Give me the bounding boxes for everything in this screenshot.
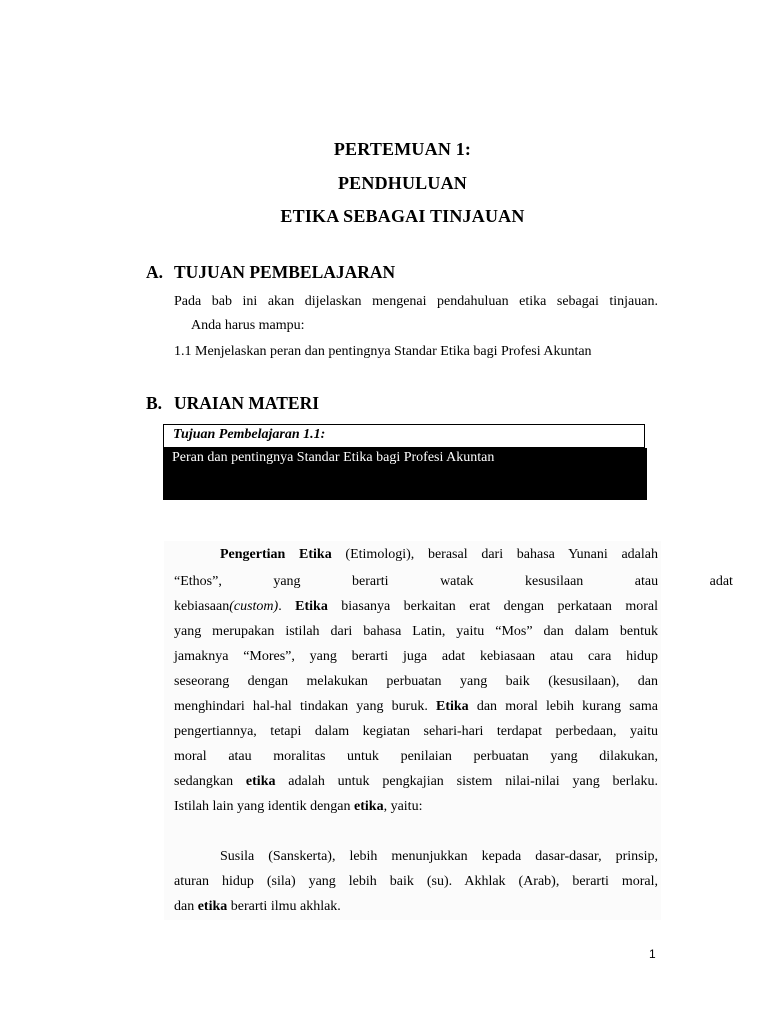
para1-etika-bold-2: Etika <box>436 699 469 714</box>
para1-line7-rest: dan moral lebih kurang sama <box>468 699 658 714</box>
para2-line3-rest: berarti ilmu akhlak. <box>227 899 341 914</box>
term-pengertian-etika: Pengertian Etika <box>220 547 332 562</box>
para1-line7-pre: menghindari hal-hal tindakan yang buruk. <box>174 699 436 714</box>
section-a-must: Anda harus mampu: <box>191 318 305 333</box>
para2-line3 <box>174 897 341 917</box>
para2-etika-bold: etika <box>197 899 228 914</box>
para1-etika-bold-1: Etika <box>295 599 328 614</box>
para2-line1: Susila (Sanskerta), lebih menunjukkan kepada dasar-dasar, prinsip, <box>220 849 658 864</box>
para1-line10-pre: sedangkan <box>174 774 246 789</box>
objective-box-text: Peran dan pentingnya Standar Etika bagi Profesi Akuntan <box>163 448 647 500</box>
para1-line9: moral atau moralitas untuk penilaian perbuatan yang dilakukan, <box>174 749 658 764</box>
para1-custom-italic: (custom) <box>229 599 279 614</box>
para1-line5: jamaknya “Mores”, yang berarti juga adat kebiasaan atau cara hidup <box>174 649 658 664</box>
para1-line11-pre: Istilah lain yang identik dengan <box>174 799 355 814</box>
section-a-objective: 1.1 Menjelaskan peran dan pentingnya Standar Etika bagi Profesi Akuntan <box>174 344 592 359</box>
objective-box-label: Tujuan Pembelajaran 1.1: <box>163 424 645 448</box>
section-a-heading <box>146 262 395 283</box>
para1-line1-text: (Etimologi), berasal dari bahasa Yunani adalah <box>331 547 658 562</box>
para1-line10 <box>174 772 658 792</box>
para1-line3-dot: . <box>278 599 282 614</box>
title-line-2: PENDHULUAN <box>337 173 467 193</box>
section-a-title: TUJUAN PEMBELAJARAN <box>174 262 396 282</box>
para1-line7 <box>174 697 658 717</box>
para2-line3-pre: dan <box>174 899 198 914</box>
para1-line6: seseorang dengan melakukan perbuatan yang baik (kesusilaan), dan <box>174 674 658 689</box>
para1-line11-rest: , yaitu: <box>383 799 423 814</box>
section-b-letter: B. <box>146 393 163 413</box>
section-b-heading <box>146 393 319 414</box>
para1-line8: pengertiannya, tetapi dalam kegiatan sehari-hari terdapat perbedaan, yaitu <box>174 724 658 739</box>
section-a-intro: Pada bab ini akan dijelaskan mengenai pendahuluan etika sebagai tinjauan. <box>174 294 658 309</box>
para1-line11 <box>174 797 422 817</box>
para1-line4: yang merupakan istilah dari bahasa Latin, yaitu “Mos” dan dalam bentuk <box>174 624 658 639</box>
para1-line3-pre: kebiasaan <box>174 599 230 614</box>
para1-line1 <box>220 545 658 565</box>
section-b-title: URAIAN MATERI <box>174 393 320 413</box>
para1-line3-rest: biasanya berkaitan erat dengan perkataan moral <box>327 599 658 614</box>
para2-line2: aturan hidup (sila) yang lebih baik (su). Akhlak (Arab), berarti moral, <box>174 874 658 889</box>
para1-etika-bold-3: etika <box>245 774 276 789</box>
para1-line10-rest: adalah untuk pengkajian sistem nilai-nilai yang berlaku. <box>275 774 658 789</box>
title-line-3: ETIKA SEBAGAI TINJAUAN <box>280 206 525 226</box>
para1-etika-bold-4: etika <box>354 799 384 814</box>
para1-line3 <box>174 597 658 617</box>
page-number: 1 <box>649 947 656 961</box>
section-a-letter: A. <box>146 262 164 282</box>
title-line-1: PERTEMUAN 1: <box>333 139 472 159</box>
para1-line2: “Ethos”, yang berarti watak kesusilaan atau adat <box>174 574 733 589</box>
